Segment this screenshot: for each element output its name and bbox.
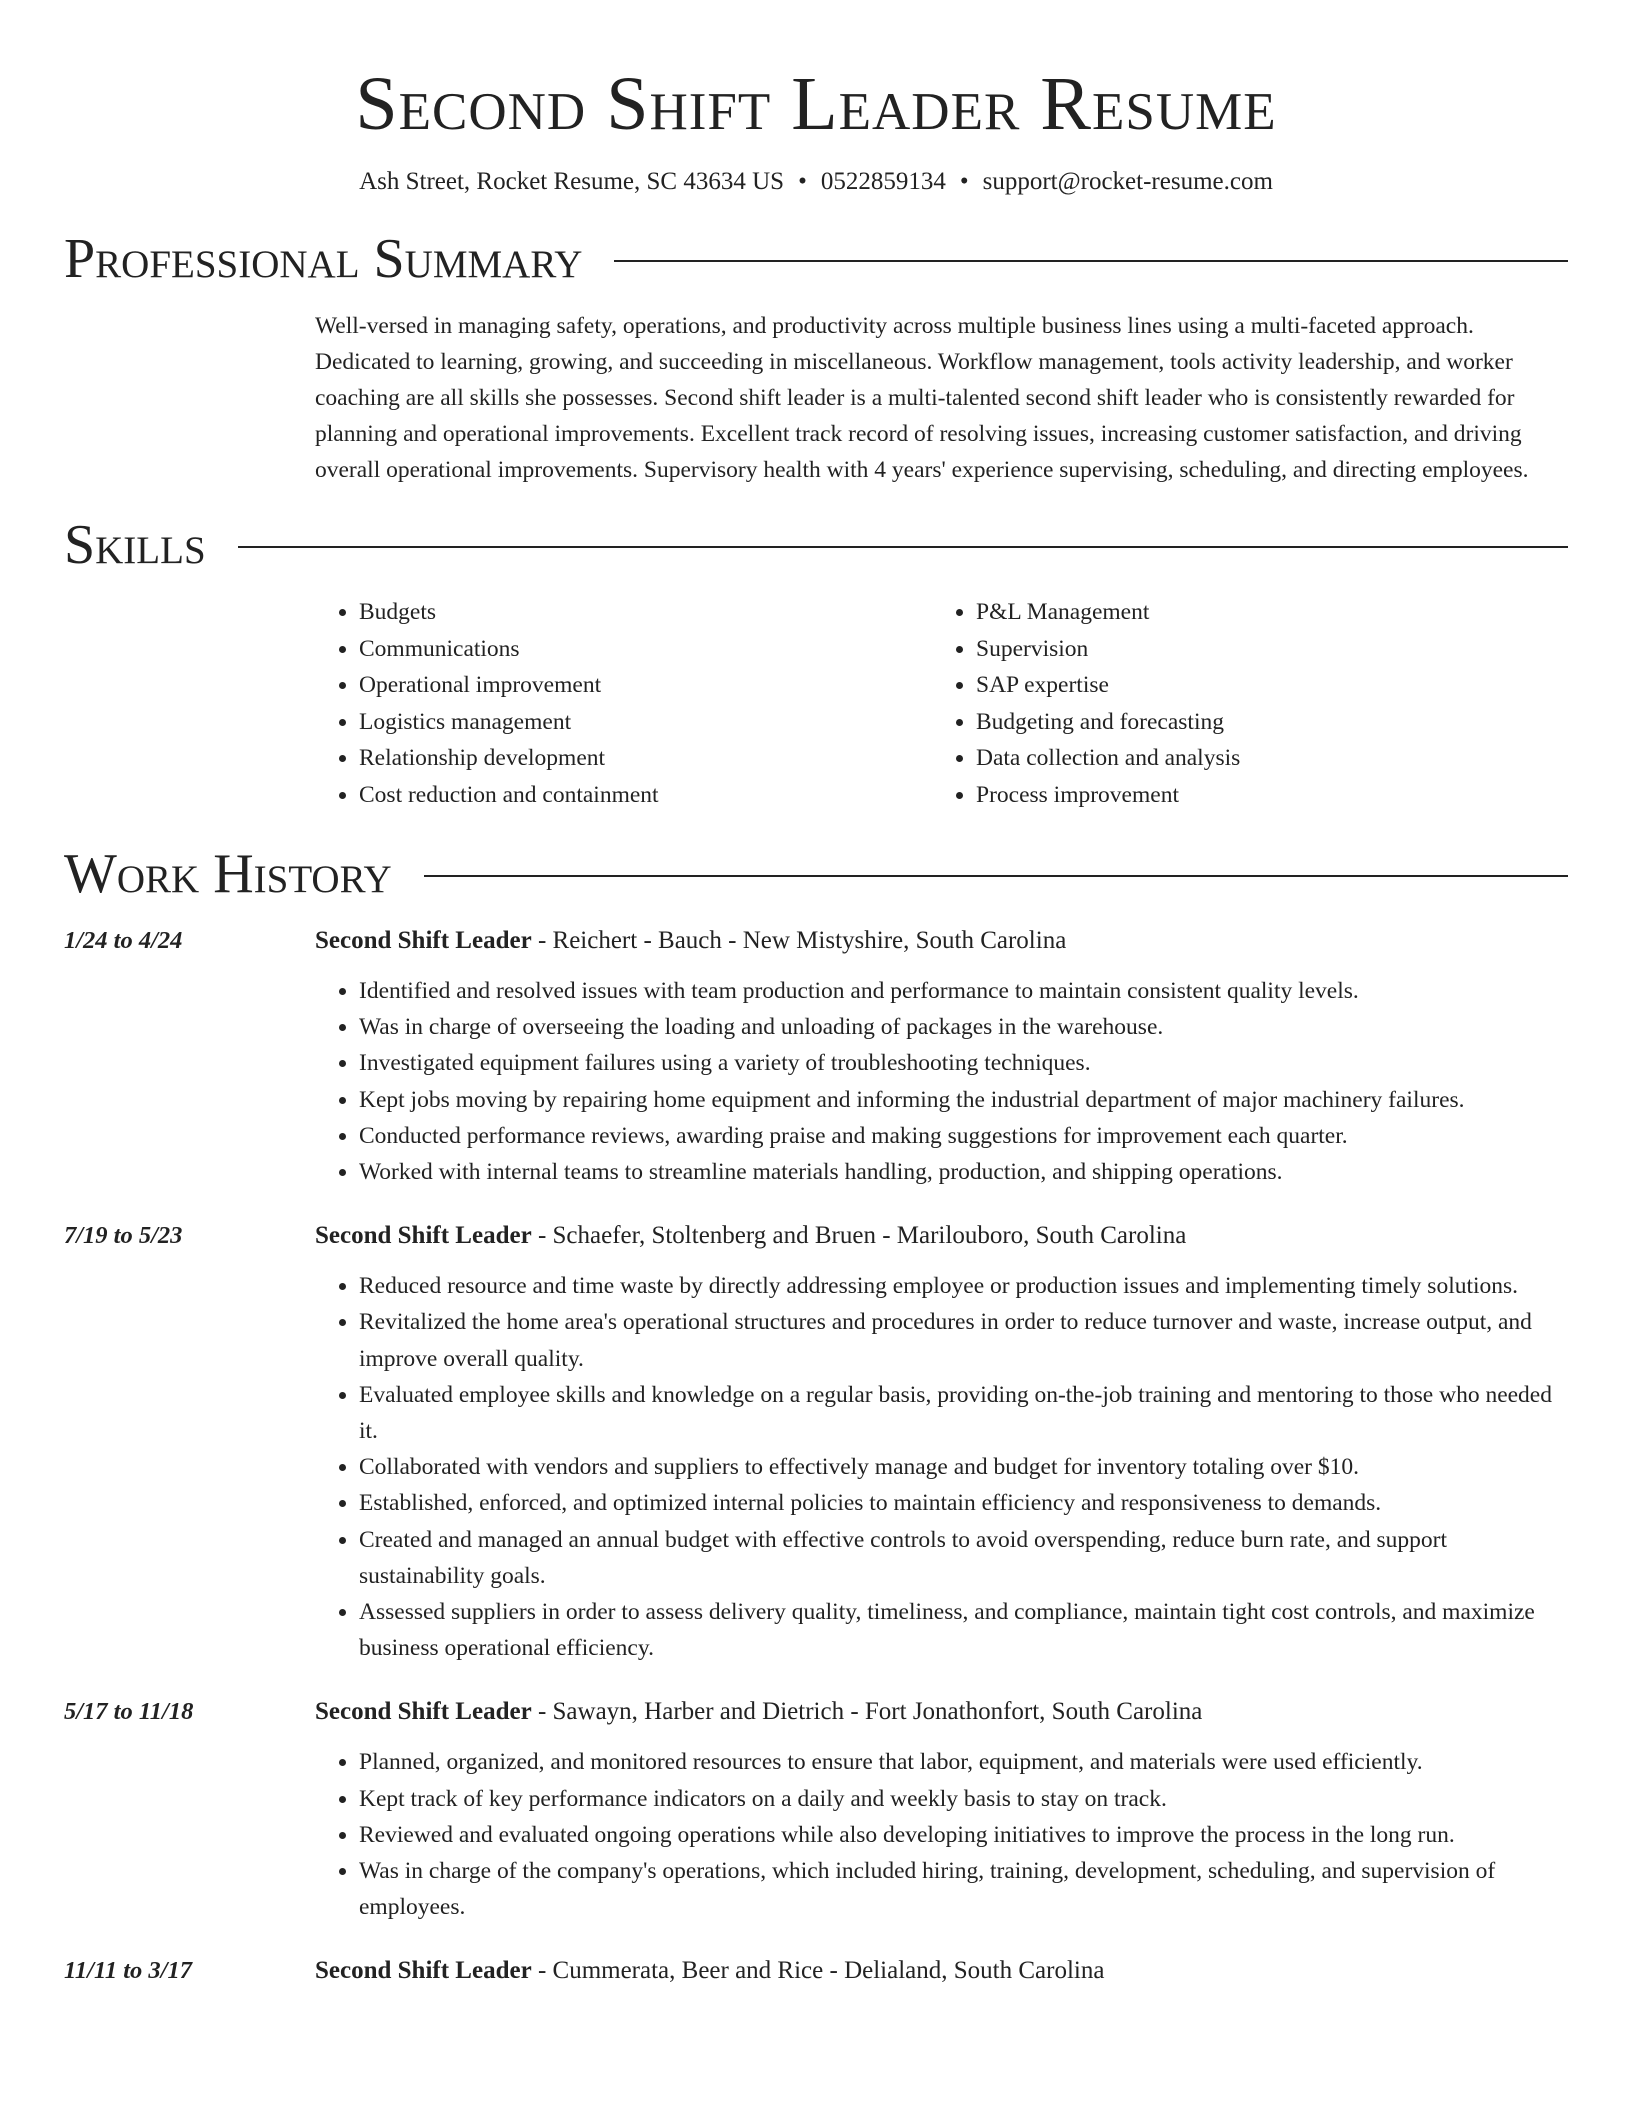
skills-heading: Skills [64,514,206,576]
job-bullet: • Assessed suppliers in order to assess delivery quality, timeliness, and compliance, maintain tight cost controls, and maximize business operational efficiency. [359,1594,1568,1666]
job-bullet: • Reduced resource and time waste by directly addressing employee or production issues and implementing timely solutions. [359,1268,1568,1304]
section-divider [424,875,1568,877]
job-entry [64,923,1568,1190]
job-header [315,1218,1568,1254]
job-dates: 5/17 to 11/18 [64,1698,194,1726]
job-bullet: • Established, enforced, and optimized internal policies to maintain efficiency and responsiveness to demands. [359,1485,1568,1521]
job-bullet: • Kept jobs moving by repairing home equipment and informing the industrial department of major machinery failures. [359,1082,1568,1118]
contact-email: support@rocket-resume.com [982,168,1273,195]
job-company: - Cummerata, Beer and Rice - Delialand, South Carolina [531,1957,1105,1985]
skills-list-left [315,594,932,813]
summary-text: Well-versed in managing safety, operations, and productivity across multiple business lines using a multi-faceted approach. Dedicated to learning, growing, and succeeding in miscellaneous. Workflow management, tools activity leadership, and worker coaching are all skills she possesses. Second shift leader is a multi-talented second shift leader who is consistently rewarded for planning and operational improvements. Excellent track record of resolving issues, increasing customer satisfaction, and driving overall operational improvements. Supervisory health with 4 years' experience supervising, scheduling, and directing employees. [315,313,1529,483]
skill-item: • P&L Management [976,594,1549,631]
job-bullets [315,1744,1568,1925]
job-company: - Sawayn, Harber and Dietrich - Fort Jonathonfort, South Carolina [531,1698,1203,1726]
job-dates: 11/11 to 3/17 [64,1957,192,1985]
contact-phone: 0522859134 [820,168,946,195]
job-entry [64,1953,1568,1989]
skill-item: • Logistics management [359,704,932,741]
skills-section [315,594,1568,813]
skill-item: • Supervision [976,631,1549,668]
job-bullet: • Reviewed and evaluated ongoing operations while also developing initiatives to improve the process in the long run. [359,1817,1568,1853]
job-bullet: • Was in charge of overseeing the loading and unloading of packages in the warehouse. [359,1009,1568,1045]
job-header [315,923,1568,959]
skill-item: • Data collection and analysis [976,740,1549,777]
job-company: - Reichert - Bauch - New Mistyshire, South Carolina [531,927,1067,954]
section-divider [614,260,1568,262]
summary-section [315,308,1568,488]
job-header [315,1694,1568,1730]
job-dates: 1/24 to 4/24 [64,927,183,954]
job-bullet: • Worked with internal teams to streamline materials handling, production, and shipping operations. [359,1154,1568,1190]
job-dates: 7/19 to 5/23 [64,1222,183,1250]
skill-item: • Cost reduction and containment [359,777,932,814]
work-heading: Work History [64,843,392,905]
job-bullet: • Investigated equipment failures using a variety of troubleshooting techniques. [359,1045,1568,1081]
job-bullets [315,1268,1568,1666]
job-title: Second Shift Leader [315,1957,532,1985]
summary-section-header [64,224,1568,294]
job-bullets [315,973,1568,1190]
job-bullet: • Evaluated employee skills and knowledge on a regular basis, providing on-the-job training and mentoring to those who needed it. [359,1377,1568,1449]
skill-item: • Communications [359,631,932,668]
contact-separator: • [798,168,807,195]
skill-item: • Relationship development [359,740,932,777]
job-bullet: • Collaborated with vendors and suppliers to effectively manage and budget for inventory totaling over $10. [359,1449,1568,1485]
job-company: - Schaefer, Stoltenberg and Bruen - Marilouboro, South Carolina [531,1222,1187,1250]
job-bullet: • Identified and resolved issues with team production and performance to maintain consistent quality levels. [359,973,1568,1009]
skill-item: • Budgets [359,594,932,631]
job-bullet: • Kept track of key performance indicators on a daily and weekly basis to stay on track. [359,1781,1568,1817]
skill-item: • Operational improvement [359,667,932,704]
job-bullet: • Created and managed an annual budget with effective controls to avoid overspending, reduce burn rate, and support sustainability goals. [359,1522,1568,1594]
contact-line [64,166,1568,198]
skill-item: • Budgeting and forecasting [976,704,1549,741]
contact-address: Ash Street, Rocket Resume, SC 43634 US [359,168,785,195]
job-title: Second Shift Leader [315,927,532,954]
contact-separator: • [959,168,969,195]
job-title: Second Shift Leader [315,1222,532,1250]
page-title: Second Shift Leader Resume [355,62,1277,146]
job-header [315,1953,1568,1989]
summary-heading: Professional Summary [64,228,583,290]
skills-list-right [932,594,1549,813]
job-entry [64,1218,1568,1666]
job-bullet: • Planned, organized, and monitored resources to ensure that labor, equipment, and materials were used efficiently. [359,1744,1568,1780]
job-title: Second Shift Leader [315,1698,532,1726]
section-divider [238,546,1568,548]
skills-section-header [64,510,1568,580]
job-entry [64,1694,1568,1925]
job-bullet: • Conducted performance reviews, awarding praise and making suggestions for improvement each quarter. [359,1118,1568,1154]
skill-item: • SAP expertise [976,667,1549,704]
skill-item: • Process improvement [976,777,1549,814]
job-bullet: • Was in charge of the company's operations, which included hiring, training, development, scheduling, and supervision of employees. [359,1853,1568,1925]
job-bullet: • Revitalized the home area's operational structures and procedures in order to reduce turnover and waste, increase output, and improve overall quality. [359,1304,1568,1376]
work-section-header [64,839,1568,909]
